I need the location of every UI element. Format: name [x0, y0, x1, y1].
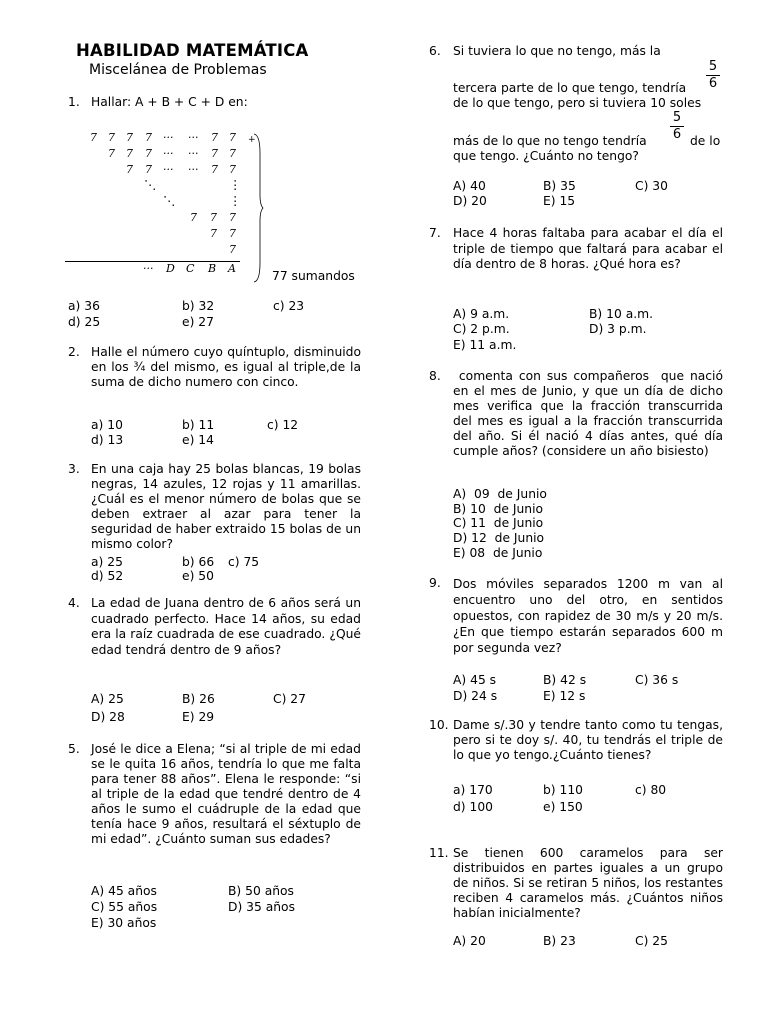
question-9-number: 9.	[429, 576, 441, 590]
seven-digit: 7	[190, 211, 197, 224]
option-1e: e) 27	[182, 315, 214, 329]
sevens-figure	[60, 125, 270, 285]
diagonal-dots: ⋱	[144, 178, 157, 192]
question-7-text: Hace 4 horas faltaba para acabar el día el triple de tiempo que faltará para acabar el día dentro de 8 horas. ¿Qué hora es?	[453, 226, 723, 271]
option-7a: A) 9 a.m.	[453, 307, 510, 321]
sumandos-label: 77 sumandos	[272, 269, 355, 283]
question-6-line4: más de lo que no tengo tendría	[453, 134, 647, 148]
fraction-five-sixths	[670, 111, 684, 142]
seven-digit: 7	[211, 131, 218, 144]
question-6-line5: que tengo. ¿Cuánto no tengo?	[453, 149, 639, 163]
question-2-number: 2.	[68, 345, 80, 359]
diagonal-dots: ⋱	[163, 194, 176, 208]
seven-digit: 7	[211, 163, 218, 176]
option-5d: D) 35 años	[228, 900, 295, 914]
option-8e: E) 08 de Junio	[453, 546, 543, 560]
seven-digit: 7	[90, 131, 97, 144]
option-9e: E) 12 s	[543, 689, 586, 703]
option-5e: E) 30 años	[91, 916, 157, 930]
option-5a: A) 45 años	[91, 884, 157, 898]
plus-sign: +	[248, 135, 256, 145]
question-6-line4-end: de lo	[690, 134, 721, 148]
question-8-number: 8.	[429, 369, 441, 383]
option-2b: b) 11	[182, 418, 215, 432]
fraction-denominator: 6	[672, 127, 682, 142]
option-6d: D) 20	[453, 194, 487, 208]
seven-digit: 7	[126, 131, 133, 144]
question-1-text: Hallar: A + B + C + D en:	[91, 95, 248, 109]
fraction-numerator: 5	[708, 59, 718, 74]
question-10-number: 10.	[429, 718, 449, 732]
option-6c: C) 30	[635, 179, 668, 193]
option-11b: B) 23	[543, 934, 576, 948]
question-11-number: 11.	[429, 846, 449, 860]
option-7d: D) 3 p.m.	[589, 322, 647, 336]
seven-digit: 7	[145, 131, 152, 144]
option-10e: e) 150	[543, 800, 583, 814]
option-2e: e) 14	[182, 433, 214, 447]
seven-digit: 7	[229, 211, 236, 224]
option-8c: C) 11 de Junio	[453, 516, 544, 530]
option-2c: c) 12	[267, 418, 299, 432]
option-8d: D) 12 de Junio	[453, 531, 545, 545]
letter-c: C	[186, 262, 195, 275]
option-11c: C) 25	[635, 934, 668, 948]
seven-digit: 7	[126, 147, 133, 160]
question-8-text: comenta con sus compañeros que nació en el mes de Junio, y que un día de dicho mes verifica que la fracción transcurrida del mes es igual a la fracción transcurrida del año. Si él nació 4 días antes, qué día cumple años? (considere un año bisiesto)	[453, 369, 727, 458]
vertical-dots: ⋮	[229, 194, 242, 208]
seven-digit: 7	[108, 131, 115, 144]
fraction-denominator: 6	[708, 76, 718, 91]
option-4b: B) 26	[182, 692, 215, 706]
question-3-text: En una caja hay 25 bolas blancas, 19 bolas negras, 14 azules, 12 rojas y 11 amarillas. ¿Cuál es el menor número de bolas que se deben extraer al azar para tener la seguridad de haber extraido 15 bolas de un mismo color?	[91, 462, 361, 551]
question-11-text: Se tienen 600 caramelos para ser distribuidos en partes iguales a un grupo de niños. Si se retiran 5 niños, los restantes reciben 4 caramelos más. ¿Cuántos niños habían inicialmente?	[453, 846, 723, 920]
option-1b: b) 32	[182, 299, 215, 313]
question-4-text: La edad de Juana dentro de 6 años será un cuadrado perfecto. Hace 14 años, su edad era la raíz cuadrada de ese cuadrado. ¿Qué edad tendrá dentro de 9 años?	[91, 596, 361, 657]
option-4e: E) 29	[182, 710, 215, 724]
option-3e: e) 50	[182, 569, 214, 583]
option-7c: C) 2 p.m.	[453, 322, 510, 336]
question-10-text: Dame s/.30 y tendre tanto como tu tengas, pero si te doy s/. 40, tu tendrás el triple de lo que yo tengo.¿Cuánto tienes?	[453, 718, 723, 762]
option-10b: b) 110	[543, 783, 583, 797]
question-6-line2: tercera parte de lo que tengo, tendría	[453, 81, 687, 95]
dots: ···	[163, 131, 174, 144]
option-3c: c) 75	[228, 555, 260, 569]
dots: ···	[143, 262, 154, 275]
question-5-number: 5.	[68, 742, 80, 756]
question-1-number: 1.	[68, 95, 80, 109]
option-3b: b) 66	[182, 555, 215, 569]
option-5b: B) 50 años	[228, 884, 294, 898]
letter-d: D	[166, 262, 175, 275]
dots: ···	[163, 163, 174, 176]
option-2a: a) 10	[91, 418, 123, 432]
question-5-text: José le dice a Elena; “si al triple de mi edad se le quita 16 años, tendría lo que me falta para tener 88 años”. Elena le responde: “si al triple de la edad que tendré dentro de 4 años le sumo el cuádruple de la edad que tenía hace 9 años, resultará el séxtuplo de mi edad”. ¿Cuánto suman sus edades?	[91, 742, 361, 846]
question-3-number: 3.	[68, 462, 80, 476]
dots: ···	[188, 147, 199, 160]
option-4d: D) 28	[91, 710, 125, 724]
option-9d: D) 24 s	[453, 689, 498, 703]
option-11a: A) 20	[453, 934, 486, 948]
letter-b: B	[208, 262, 217, 275]
question-4-number: 4.	[68, 596, 80, 610]
question-6-line1: Si tuviera lo que no tengo, más la	[453, 44, 661, 58]
option-7b: B) 10 a.m.	[589, 307, 654, 321]
seven-digit: 7	[211, 147, 218, 160]
seven-digit: 7	[126, 163, 133, 176]
option-8a: A) 09 de Junio	[453, 487, 547, 501]
option-6e: E) 15	[543, 194, 576, 208]
seven-digit: 7	[145, 163, 152, 176]
question-2-text: Halle el número cuyo quíntuplo, disminuido en los ¾ del mismo, es igual al triple,de la suma de dicho numero con cinco.	[91, 345, 361, 389]
option-6a: A) 40	[453, 179, 486, 193]
seven-digit: 7	[229, 147, 236, 160]
option-2d: d) 13	[91, 433, 124, 447]
option-3d: d) 52	[91, 569, 124, 583]
dots: ···	[163, 147, 174, 160]
seven-digit: 7	[229, 227, 236, 240]
option-3a: a) 25	[91, 555, 123, 569]
option-1c: c) 23	[273, 299, 305, 313]
seven-digit: 7	[229, 243, 236, 256]
option-1a: a) 36	[68, 299, 100, 313]
option-5c: C) 55 años	[91, 900, 158, 914]
page-title: HABILIDAD MATEMÁTICA	[76, 41, 309, 60]
seven-digit: 7	[210, 227, 217, 240]
letter-a: A	[228, 262, 236, 275]
seven-digit: 7	[229, 163, 236, 176]
fraction-five-sixths	[706, 60, 720, 91]
option-9a: A) 45 s	[453, 673, 497, 687]
option-1d: d) 25	[68, 315, 101, 329]
option-7e: E) 11 a.m.	[453, 338, 517, 352]
option-4c: C) 27	[273, 692, 306, 706]
page-subtitle: Miscelánea de Problemas	[89, 62, 267, 78]
seven-digit: 7	[145, 147, 152, 160]
option-10d: d) 100	[453, 800, 493, 814]
seven-digit: 7	[229, 131, 236, 144]
option-4a: A) 25	[91, 692, 124, 706]
dots: ···	[188, 131, 199, 144]
seven-digit: 7	[108, 147, 115, 160]
question-7-number: 7.	[429, 226, 441, 240]
fraction-numerator: 5	[672, 110, 682, 125]
dots: ···	[188, 163, 199, 176]
option-10c: c) 80	[635, 783, 667, 797]
vertical-dots: ⋮	[229, 178, 242, 192]
option-6b: B) 35	[543, 179, 576, 193]
question-9-text: Dos móviles separados 1200 m van al encuentro uno del otro, en sentidos opuestos, con rapidez de 30 m/s y 20 m/s. ¿En que tiempo estarán separados 600 m por segunda vez?	[453, 577, 723, 655]
option-9c: C) 36 s	[635, 673, 679, 687]
option-9b: B) 42 s	[543, 673, 587, 687]
seven-digit: 7	[210, 211, 217, 224]
question-6-number: 6.	[429, 44, 441, 58]
question-6-line3: de lo que tengo, pero si tuviera 10 soles	[453, 96, 702, 110]
option-8b: B) 10 de Junio	[453, 502, 544, 516]
brace	[252, 133, 264, 283]
option-10a: a) 170	[453, 783, 493, 797]
